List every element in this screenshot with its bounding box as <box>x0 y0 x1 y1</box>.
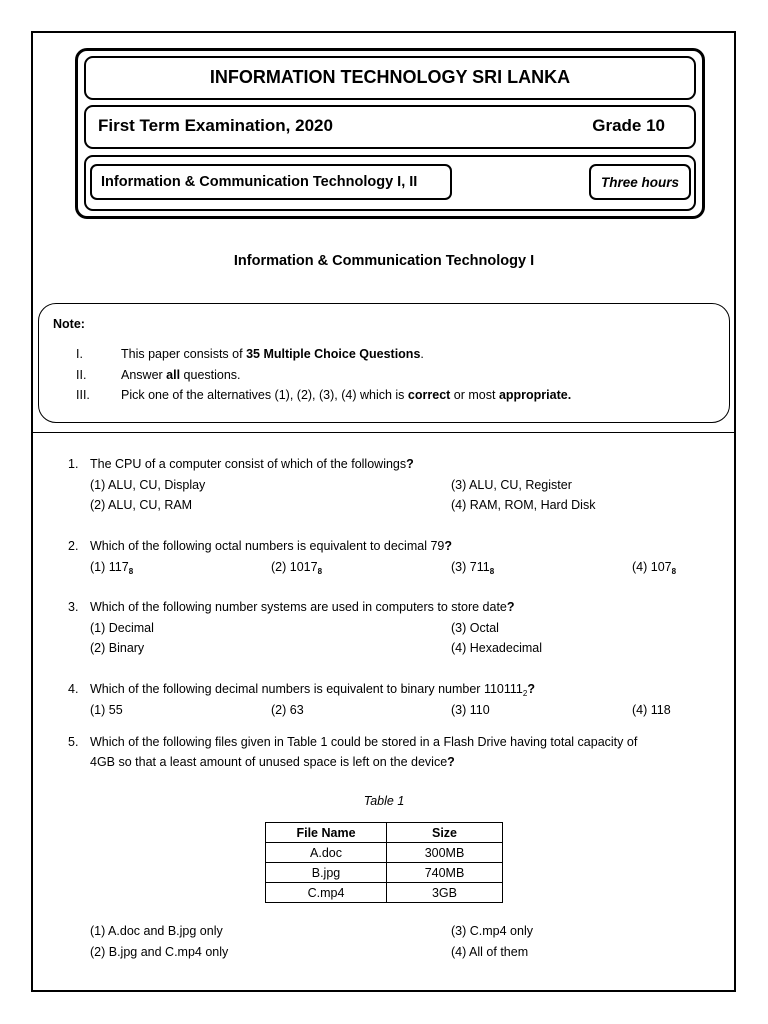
question-number: 2. <box>68 539 79 553</box>
answer-option: (3) Octal <box>451 621 499 635</box>
answer-option: (3) C.mp4 only <box>451 924 533 938</box>
table-row <box>266 843 503 863</box>
answer-option: (1) $117_8$ <box>90 560 134 576</box>
answer-option: (1) ALU, CU, Display <box>90 478 206 492</box>
note-box <box>38 303 730 423</box>
answer-option: (4) Hexadecimal <box>451 641 543 655</box>
answer-option: (2) $1017_8$ <box>271 560 323 576</box>
answer-option: (2) B.jpg and C.mp4 only <box>90 945 229 959</box>
exam-name: First Term Examination, 2020 <box>98 116 333 135</box>
question-text: Which of the following number systems are used in computers to store date? <box>90 600 515 614</box>
question-text: Which of the following octal numbers is equivalent to decimal 79? <box>90 539 452 553</box>
table-cell: 3GB <box>387 883 503 903</box>
answer-option: (2) Binary <box>90 641 145 655</box>
subject-title: Information & Communication Technology I, II <box>101 174 418 190</box>
question-number: 5. <box>68 735 79 749</box>
answer-option: (4) RAM, ROM, Hard Disk <box>451 498 596 512</box>
answer-option: (2) ALU, CU, RAM <box>90 498 193 512</box>
answer-option: (3) 110 <box>451 703 490 717</box>
column-header: Size <box>387 823 503 843</box>
answer-option: (4) 118 <box>632 703 671 717</box>
question-number: 4. <box>68 682 79 696</box>
answer-option: (1) 55 <box>90 703 123 717</box>
subject-box <box>90 164 452 200</box>
institution-box <box>84 56 696 100</box>
question-text: The CPU of a computer consist of which of the followings? <box>90 457 414 471</box>
note-label: Note: <box>53 317 85 331</box>
answer-option: (2) 63 <box>271 703 304 717</box>
answer-option: (4) All of them <box>451 945 529 959</box>
table-cell: 300MB <box>387 843 503 863</box>
table-cell: C.mp4 <box>266 883 387 903</box>
grade-label: Grade 10 <box>592 116 665 135</box>
question-text: Which of the following files given in Table 1 could be stored in a Flash Drive having total capacity of <box>90 735 638 749</box>
answer-option: (3) ALU, CU, Register <box>451 478 572 492</box>
question-number: 1. <box>68 457 79 471</box>
table-cell: 740MB <box>387 863 503 883</box>
answer-option: (1) A.doc and B.jpg only <box>90 924 223 938</box>
answer-option: (4) $107_8$ <box>632 560 677 576</box>
question-number: 3. <box>68 600 79 614</box>
note-item-number: III. <box>76 388 90 402</box>
file-table <box>265 822 503 903</box>
note-item-number: I. <box>76 347 83 361</box>
table-header-row <box>266 823 503 843</box>
note-item-text: Pick one of the alternatives (1), (2), (3), (4) which is correct or most appropriate. <box>121 388 572 402</box>
section-divider <box>31 432 736 433</box>
question-text-continued: 4GB so that a least amount of unused space is left on the device? <box>90 755 455 769</box>
column-header: File Name <box>266 823 387 843</box>
question-text: Which of the following decimal numbers is equivalent to binary number $110111_2$? <box>90 682 535 698</box>
duration-box <box>589 164 691 200</box>
answer-option: (3) $711_8$ <box>451 560 495 576</box>
paper-title: Information & Communication Technology I <box>233 253 535 269</box>
duration-label: Three hours <box>600 175 679 190</box>
table-cell: B.jpg <box>266 863 387 883</box>
answer-option: (1) Decimal <box>90 621 154 635</box>
exam-box <box>84 105 696 149</box>
table-caption: Table 1 <box>363 794 405 808</box>
table-cell: A.doc <box>266 843 387 863</box>
table-row <box>266 863 503 883</box>
institution-title: INFORMATION TECHNOLOGY SRI LANKA <box>209 67 571 87</box>
note-item-text: Answer all questions. <box>121 368 241 382</box>
note-item-number: II. <box>76 368 87 382</box>
table-row <box>266 883 503 903</box>
note-item-text: This paper consists of 35 Multiple Choice Questions. <box>121 347 424 361</box>
